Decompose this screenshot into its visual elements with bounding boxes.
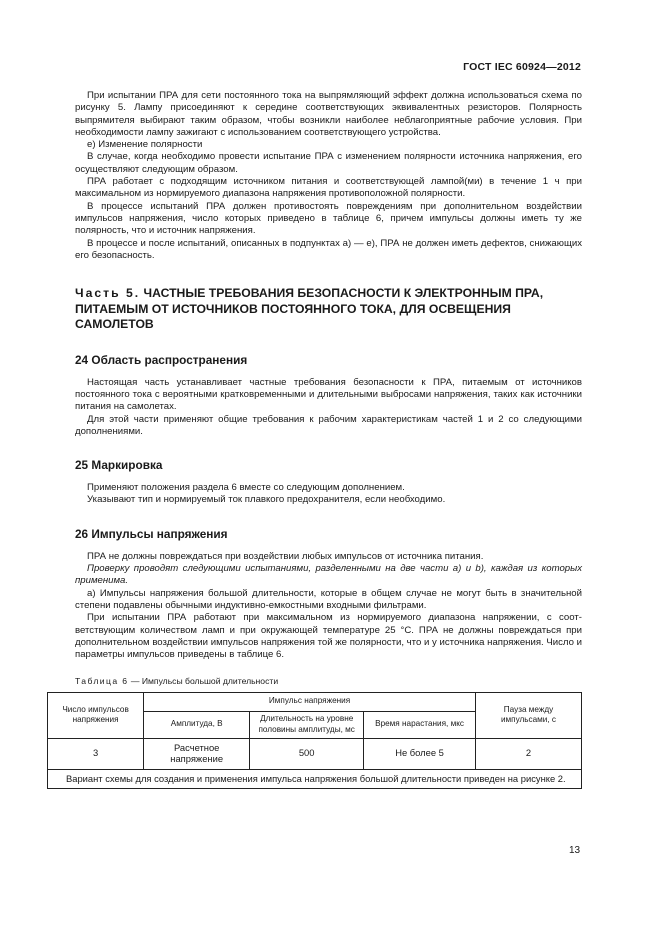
cell-rise: Не более 5 <box>364 738 476 769</box>
table-row <box>48 738 582 769</box>
table-6-caption-text: — Импульсы большой длительности <box>128 676 279 687</box>
paragraph: Для этой части применяют общие требования к рабочим характеристикам частей 1 и 2 со следующими дополнениями. <box>75 413 582 437</box>
part-5-heading-text: ЧАСТНЫЕ ТРЕБОВАНИЯ БЕЗОПАСНОСТИ К ЭЛЕКТРОННЫМ ПРА, ПИТАЕМЫМ ОТ ИСТОЧНИКОВ ПОСТОЯННОГО ТОКА, ДЛЯ ОСВЕЩЕНИЯ САМОЛЕТОВ <box>75 286 544 332</box>
cell-amplitude: Расчетное напряжение <box>144 738 250 769</box>
paragraph: а) Импульсы напряжения большой длительности, которые в общем случае не могут быть в значительной степени подавлены обычными индуктивно-емкостными входными фильтрами. <box>75 587 582 611</box>
section-24-heading: 24 Область распространения <box>75 352 248 367</box>
paragraph: Указывают тип и нормируемый ток плавкого предохранителя, если необходимо. <box>87 494 446 506</box>
paragraph: ПРА работает с подходящим источником питания и соответствующей лампой(ми) в течение 1 ч при максимальном из нормируемого диапазона напряжения противоположной полярности. <box>75 176 582 200</box>
section-26-heading: 26 Импульсы напряжения <box>75 526 228 541</box>
paragraph-italic: Проверку проводят следующими испытаниями, разделенными на две части а) и b), каждая из которых применима. <box>75 563 582 587</box>
cell-pause: 2 <box>475 738 581 769</box>
paragraph: Настоящая часть устанавливает частные требования безопасности к ПРА, питаемым от источников постоянного тока с вероятными кратковременными и длительными выбросами напряжения, таких как источники питания на самолетах. <box>75 376 582 413</box>
table-note: Вариант схемы для создания и применения импульса напряжения большой длительности приведен на рисунке 2. <box>48 769 582 788</box>
document-header: ГОСТ IEC 60924—2012 <box>463 61 581 73</box>
paragraph: В процессе и после испытаний, описанных в подпунктах а) — е), ПРА не должен иметь дефектов, снижающих его безопасность. <box>75 237 582 261</box>
paragraph: В случае, когда необходимо провести испытание ПРА с изменением полярности источника напряжения, его осуществляют следующим образом. <box>75 151 582 175</box>
page-content <box>62 90 582 789</box>
cell-duration: 500 <box>250 738 364 769</box>
header-count: Число импульсов напряжения <box>48 692 144 738</box>
paragraph: Применяют положения раздела 6 вместе со следующим дополнением. <box>87 482 405 494</box>
page-number: 13 <box>569 845 581 856</box>
paragraph: При испытании ПРА для сети постоянного тока на выпрямляющий эффект должна использоваться схема по рисунку 5. Лампу присоединяют к середине соответствующих эквивалентных резисторов. Полярность выпрямителя выбирают таким образом, чтобы возникли наиболее неблагоприятные рабочие условия. При необходимости лампу зажигают с использованием соответствующего устройства. <box>75 90 582 138</box>
paragraph: ПРА не должны повреждаться при воздействии любых импульсов от источника питания. <box>87 550 484 562</box>
table-6-caption <box>75 675 582 687</box>
paragraph: е) Изменение полярности <box>87 139 203 151</box>
header-pulse: Импульс напряжения <box>144 692 476 711</box>
header-duration: Длительность на уровне половины амплитуды, мс <box>250 711 364 738</box>
part-5-label: Часть 5. <box>75 286 141 301</box>
table-6-caption-label: Таблица 6 <box>75 676 129 687</box>
header-amplitude: Амплитуда, В <box>144 711 250 738</box>
section-25-heading: 25 Маркировка <box>75 458 163 473</box>
table-6 <box>47 692 582 789</box>
paragraph: При испытании ПРА работают при максимальном из нормируемого диапазона напряжении, с соответствующим количеством ламп и при окружающей температуре 25 °С. ПРА не должны повреждаться при дополнительном воздействии импульсов напряжения той же полярности, что и у источника напряжения. Число и параметры импульсов приведены в таблице 6. <box>75 612 582 661</box>
part-5-title <box>75 286 582 333</box>
cell-count: 3 <box>48 738 144 769</box>
paragraph: В процессе испытаний ПРА должен противостоять повреждениям при дополнительном воздействии импульсов напряжения, число которых приведено в таблице 6, причем импульсы должны иметь ту же полярность, что и источник напряжения. <box>75 200 582 237</box>
header-rise: Время нарастания, мкс <box>364 711 476 738</box>
header-pause: Пауза между импульсами, с <box>475 692 581 738</box>
